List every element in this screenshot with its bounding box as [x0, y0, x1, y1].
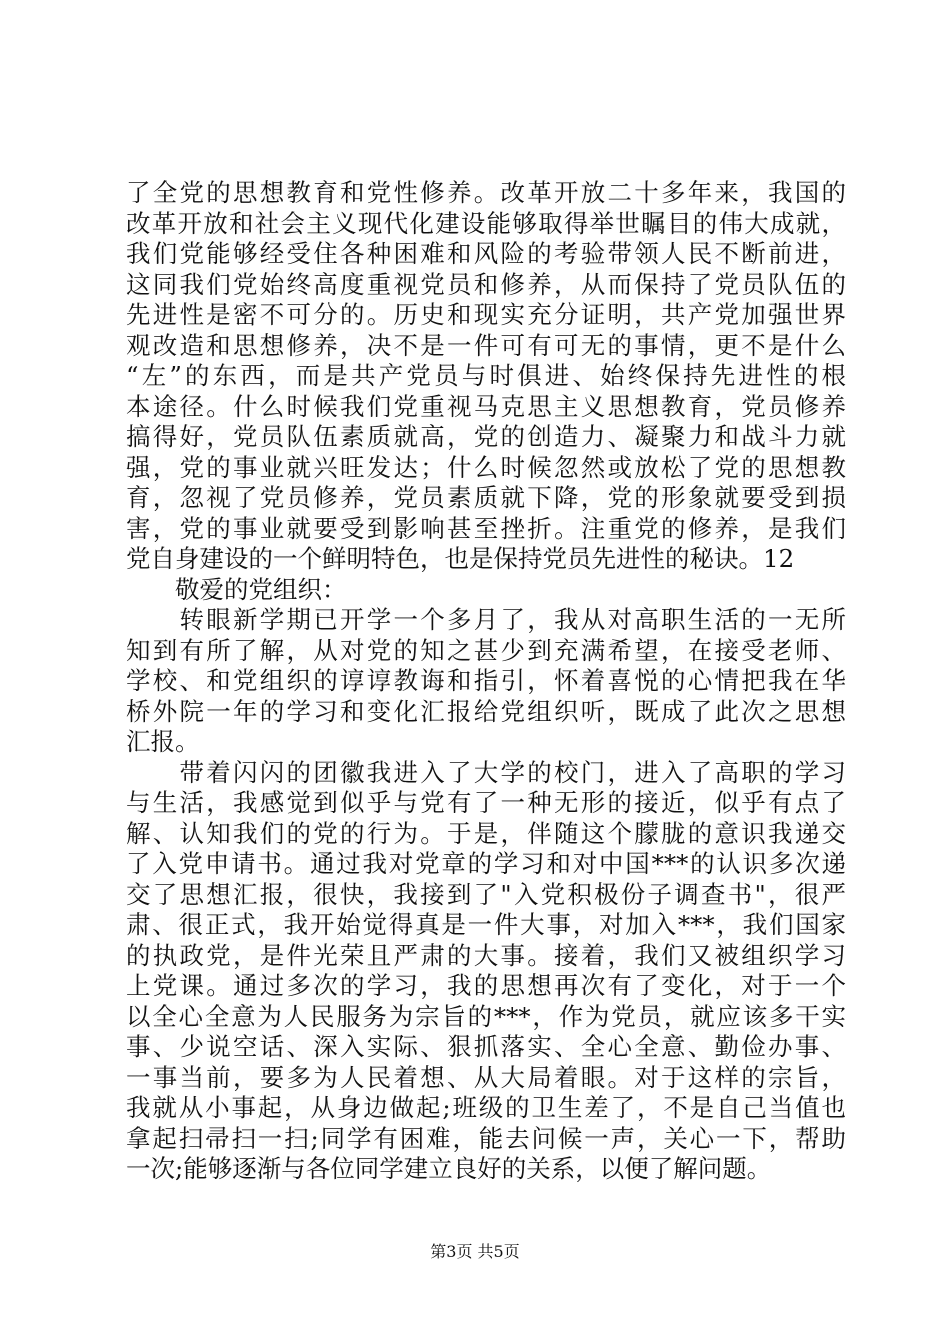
text-line: 育，忽视了党员修养，党员素质就下降，党的形象就要受到损 — [126, 483, 846, 512]
text-line: 这同我们党始终高度重视党员和修养，从而保持了党员队伍的 — [126, 269, 846, 299]
text-line: 事、少说空话、深入实际、狠抓落实、全心全意、勤俭办事、 — [126, 1032, 846, 1061]
text-line: 知到有所了解，从对党的知之甚少到充满希望，在接受老师、 — [126, 635, 846, 665]
text-line: 与生活，我感觉到似乎与党有了一种无形的接近，似乎有点了 — [126, 788, 846, 817]
text-line: 的执政党，是件光荣且严肃的大事。接着，我们又被组织学习 — [126, 940, 846, 970]
text-line: 搞得好，党员队伍素质就高，党的创造力、凝聚力和战斗力就 — [126, 422, 846, 451]
text-line: 上党课。通过多次的学习，我的思想再次有了变化，对于一个 — [126, 971, 846, 1000]
text-line: 害，党的事业就要受到影响甚至挫折。注重党的修养，是我们 — [126, 513, 846, 543]
text-line: 带着闪闪的团徽我进入了大学的校门，进入了高职的学习 — [126, 757, 846, 787]
text-line: 桥外院一年的学习和变化汇报给党组织听，既成了此次之思想 — [126, 696, 846, 726]
text-line: 一事当前，要多为人民着想、从大局着眼。对于这样的宗旨， — [126, 1062, 846, 1092]
text-line: 了入党申请书。通过我对党章的学习和对中国***的认识多次递 — [126, 849, 846, 878]
text-line: 先进性是密不可分的。历史和现实充分证明，共产党加强世界 — [126, 300, 846, 329]
body-text — [126, 178, 846, 1185]
text-line: 强，党的事业就兴旺发达；什么时候忽然或放松了党的思想教 — [126, 452, 846, 482]
text-line: 解、认知我们的党的行为。于是，伴随这个朦胧的意识我递交 — [126, 818, 846, 848]
text-line: 拿起扫帚扫一扫;同学有困难，能去问候一声，关心一下，帮助 — [126, 1123, 846, 1153]
text-line: 了全党的思想教育和党性修养。改革开放二十多年来，我国的 — [126, 178, 846, 207]
salutation-line: 敬爱的党组织： — [126, 574, 347, 604]
text-line: 汇报。 — [126, 727, 200, 756]
text-line: 转眼新学期已开学一个多月了，我从对高职生活的一无所 — [126, 605, 846, 634]
text-line: 我就从小事起，从身边做起;班级的卫生差了，不是自己当值也 — [126, 1093, 846, 1122]
text-line: “左”的东西，而是共产党员与时俱进、始终保持先进性的根 — [126, 361, 846, 390]
text-line: 本途径。什么时候我们党重视马克思主义思想教育，党员修养 — [126, 391, 846, 421]
text-line: 肃、很正式，我开始觉得真是一件大事，对加入***，我们国家 — [126, 910, 846, 939]
text-line: 观改造和思想修养，决不是一件可有可无的事情，更不是什么 — [126, 330, 846, 360]
text-line: 交了思想汇报，很快，我接到了"入党积极份子调查书"，很严 — [126, 879, 846, 909]
text-line: 我们党能够经受住各种困难和风险的考验带领人民不断前进， — [126, 239, 846, 268]
text-line: 学校、和党组织的谆谆教诲和指引，怀着喜悦的心情把我在华 — [126, 666, 846, 695]
page-number-footer: 第3页 共5页 — [430, 1242, 520, 1261]
text-line: 改革开放和社会主义现代化建设能够取得举世瞩目的伟大成就， — [126, 208, 846, 238]
text-line: 以全心全意为人民服务为宗旨的***，作为党员，就应该多干实 — [126, 1001, 846, 1031]
text-line: 一次;能够逐渐与各位同学建立良好的关系，以便了解问题。 — [126, 1154, 772, 1183]
text-line: 党自身建设的一个鲜明特色，也是保持党员先进性的秘诀。12 — [126, 544, 795, 573]
